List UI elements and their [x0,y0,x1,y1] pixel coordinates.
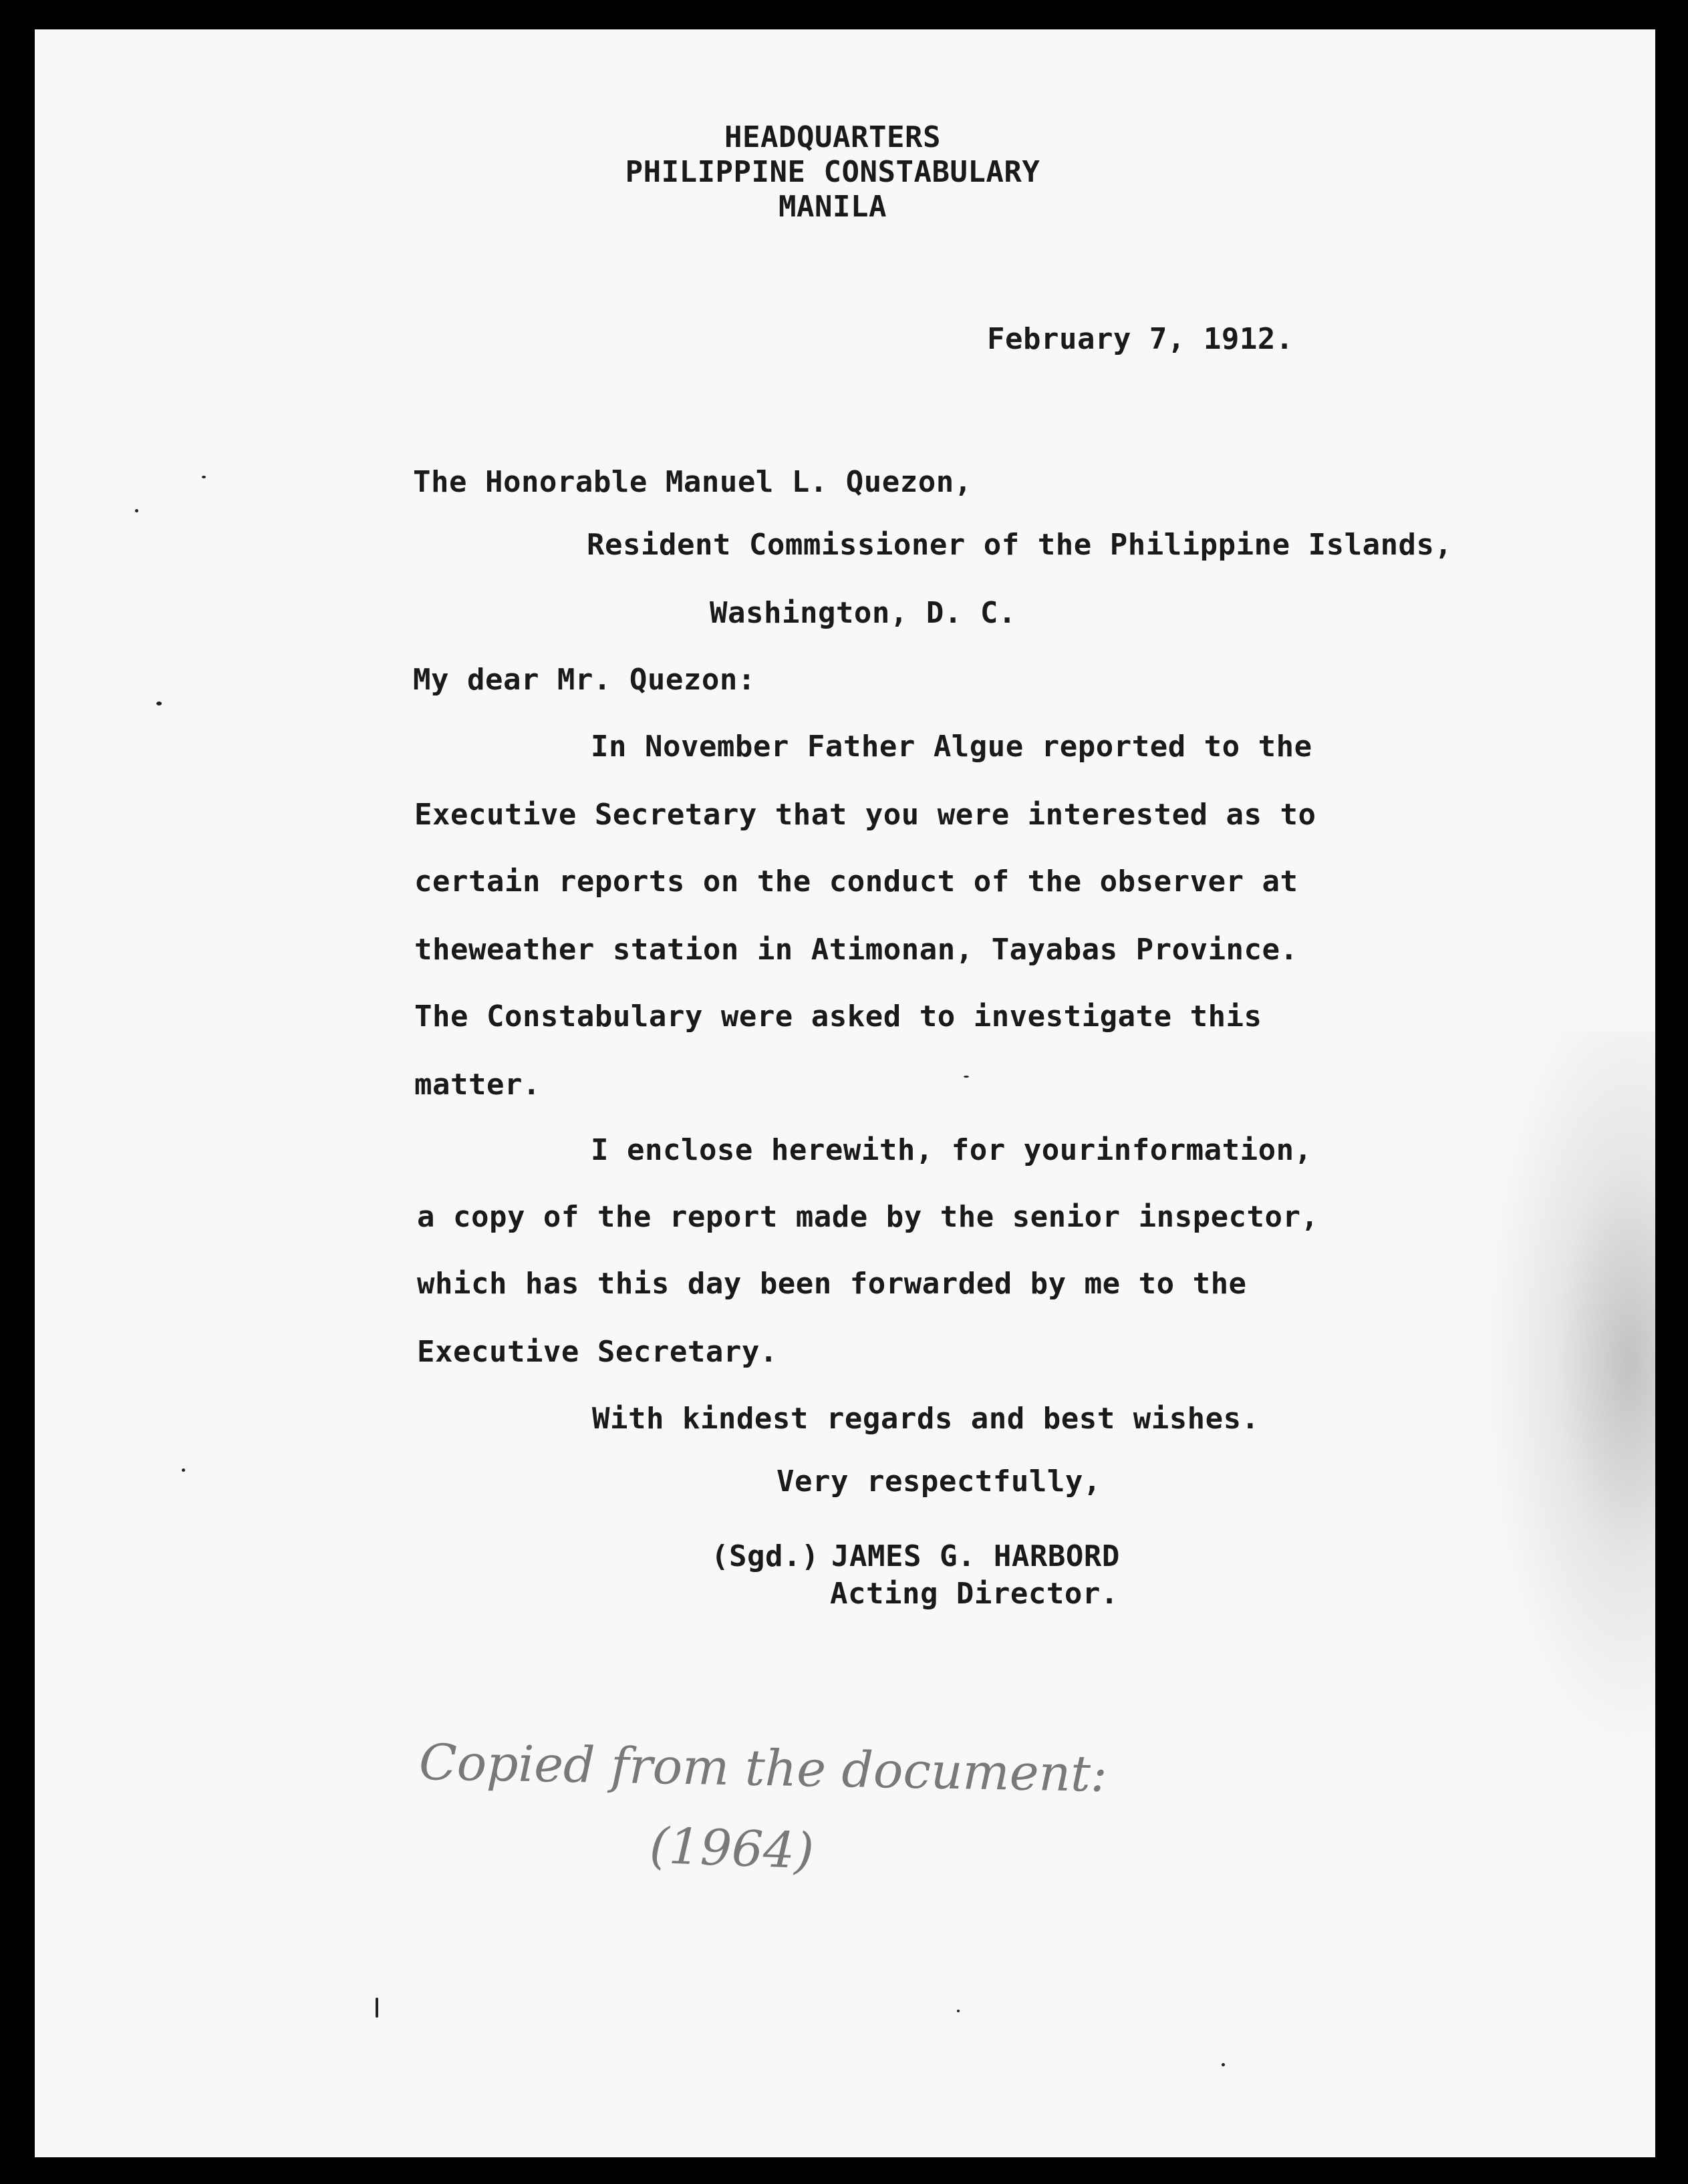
scan-speck [135,509,138,512]
letter-date: February 7, 1912. [987,322,1294,356]
signature-prefix: (Sgd.) [711,1539,819,1573]
body-line: Executive Secretary. [417,1335,778,1369]
handwritten-note-line-2: (1964) [648,1817,815,1881]
body-line: matter. [414,1068,541,1102]
signer-name: JAMES G. HARBORD [831,1539,1120,1573]
scan-shadow [1482,1032,1655,1766]
scan-speck [964,1076,969,1078]
body-line: certain reports on the conduct of the observer at [414,865,1298,899]
body-line: theweather station in Atimonan, Tayabas Province. [414,933,1298,967]
body-line: I enclose herewith, for yourinformation, [591,1133,1312,1167]
addressee-line-2: Resident Commissioner of the Philippine Islands, [587,528,1453,562]
addressee-line-3: Washington, D. C. [710,596,1016,630]
addressee-line-1: The Honorable Manuel L. Quezon, [413,465,972,499]
signer-title: Acting Director. [830,1577,1119,1611]
letterhead-line-2: PHILIPPINE CONSTABULARY [625,155,1040,189]
body-line: Executive Secretary that you were interested as to [414,798,1316,832]
salutation: My dear Mr. Quezon: [413,663,756,697]
handwritten-note-line-1: Copied from the document: [418,1734,1108,1803]
body-line: With kindest regards and best wishes. [592,1402,1260,1436]
body-line: In November Father Algue reported to the [591,730,1312,764]
scan-speck [202,476,206,478]
letter-page [35,29,1655,2157]
body-line: a copy of the report made by the senior inspector, [417,1200,1319,1234]
scan-speck [156,701,162,706]
body-line: The Constabulary were asked to investigate this [414,999,1262,1034]
scan-speck [1222,2063,1225,2066]
scan-speck [182,1468,185,1472]
scan-speck [957,2010,960,2012]
letterhead-line-1: HEADQUARTERS [724,120,941,154]
letterhead-line-3: MANILA [779,190,887,224]
body-line: which has this day been forwarded by me to the [417,1267,1247,1301]
complimentary-close: Very respectfully, [777,1464,1101,1499]
scan-speck [376,1998,378,2018]
